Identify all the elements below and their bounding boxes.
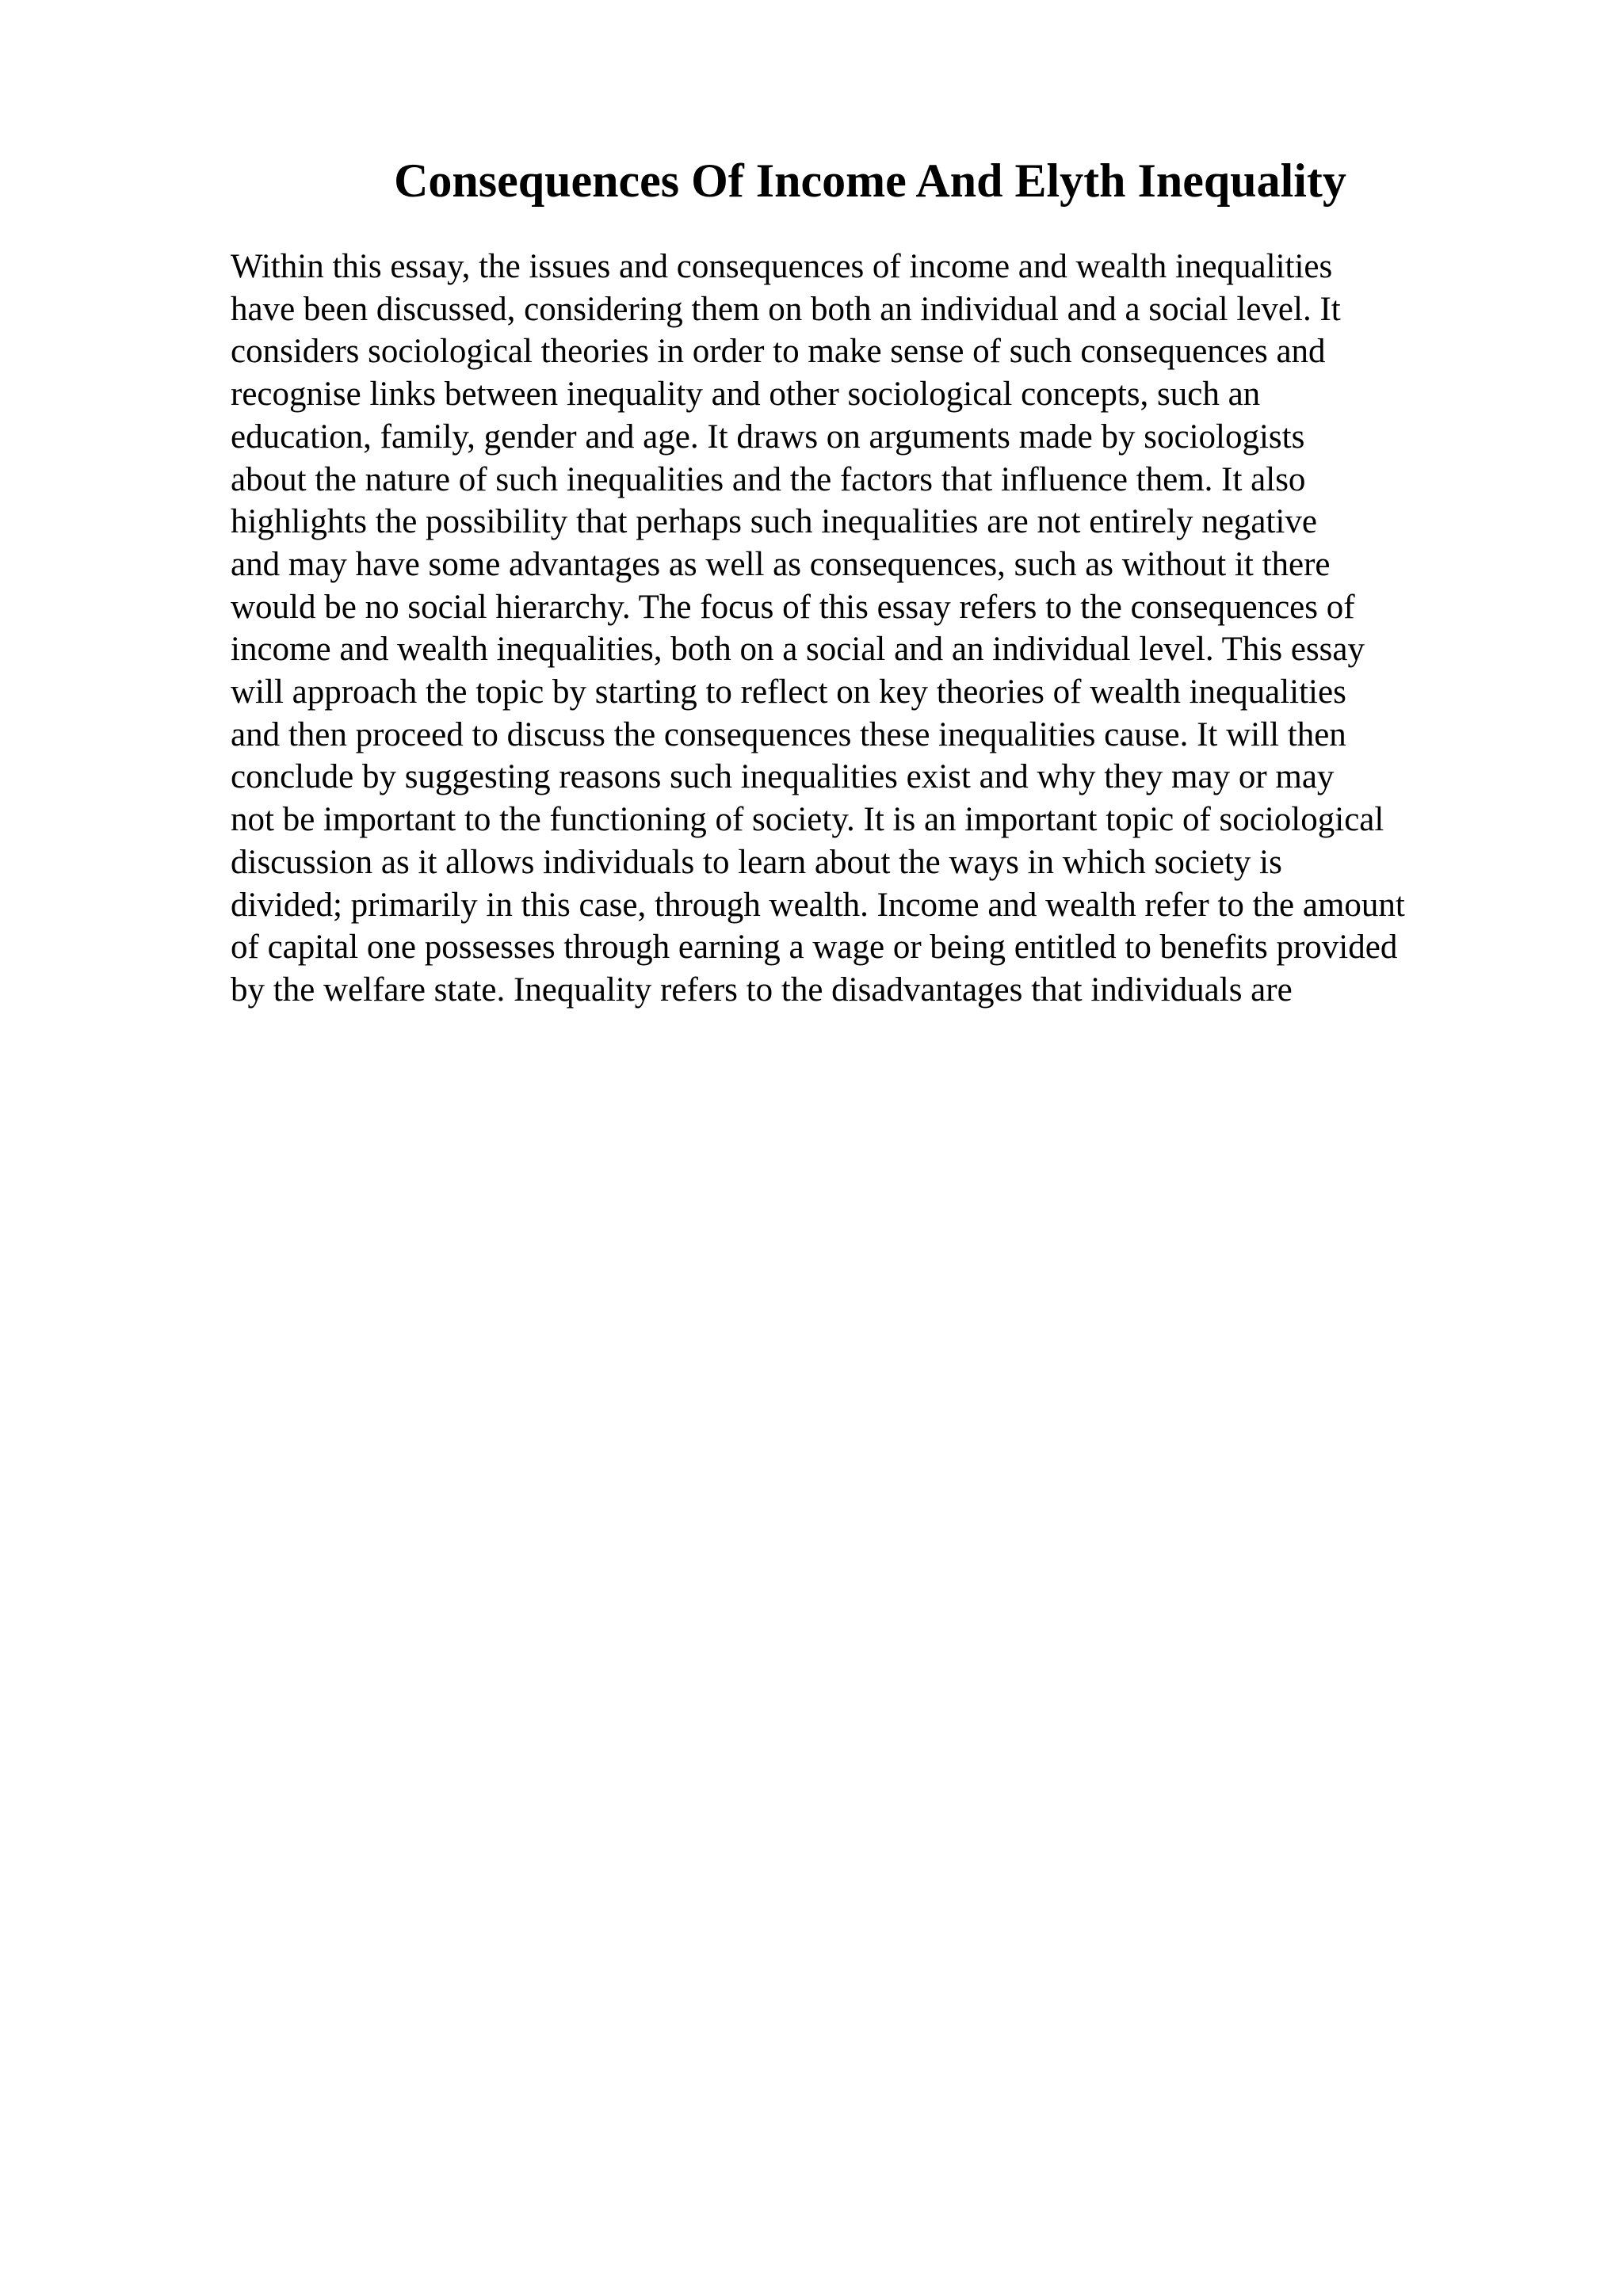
paragraph-line: would be no social hierarchy. The focus of this essay refers to the consequences of <box>231 588 1355 626</box>
paragraph-line: income and wealth inequalities, both on a social and an individual level. This essay <box>231 631 1365 669</box>
paragraph-line: recognise links between inequality and other sociological concepts, such an <box>231 376 1261 414</box>
paragraph-line: highlights the possibility that perhaps such inequalities are not entirely negative <box>231 503 1317 541</box>
paragraph-line: and then proceed to discuss the consequences these inequalities cause. It will then <box>231 715 1346 753</box>
paragraph-line: of capital one possesses through earning a wage or being entitled to benefits provided <box>231 929 1398 967</box>
paragraph-line: considers sociological theories in order to make sense of such consequences and <box>231 333 1326 371</box>
paragraph-line: education, family, gender and age. It draws on arguments made by sociologists <box>231 418 1305 456</box>
paragraph-line: have been discussed, considering them on both an individual and a social level. It <box>231 290 1341 328</box>
page-title: Consequences Of Income And Elyth Inequality <box>394 154 1346 207</box>
paragraph-line: discussion as it allows individuals to learn about the ways in which society is <box>231 843 1282 881</box>
paragraph-line: not be important to the functioning of society. It is an important topic of sociological <box>231 801 1384 839</box>
essay-paragraph <box>231 246 1578 1012</box>
paragraph-line: Within this essay, the issues and consequences of income and wealth inequalities <box>231 248 1333 285</box>
paragraph-line: and may have some advantages as well as consequences, such as without it there <box>231 545 1331 583</box>
paragraph-line: conclude by suggesting reasons such inequalities exist and why they may or may <box>231 758 1335 796</box>
paragraph-line: about the nature of such inequalities and the factors that influence them. It also <box>231 460 1306 498</box>
paragraph-line: will approach the topic by starting to reflect on key theories of wealth inequalities <box>231 673 1346 711</box>
paragraph-line: divided; primarily in this case, through wealth. Income and wealth refer to the amount <box>231 886 1405 924</box>
paragraph-line: by the welfare state. Inequality refers to the disadvantages that individuals are <box>231 971 1293 1009</box>
